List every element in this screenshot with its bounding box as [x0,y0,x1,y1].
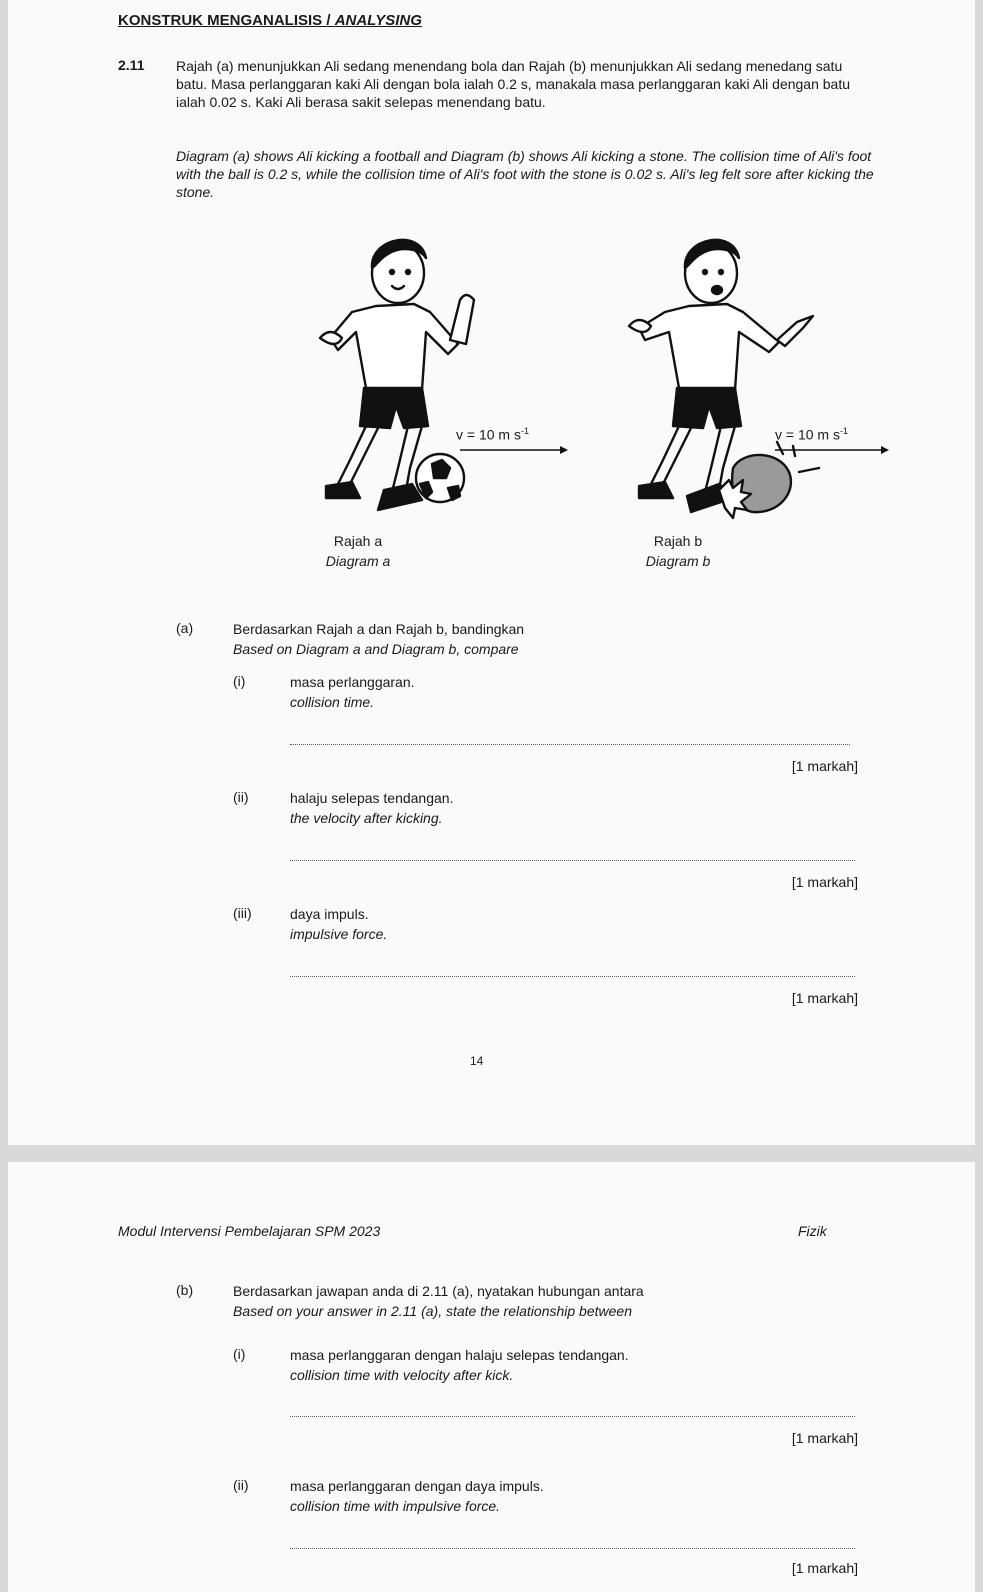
part-b-i-label: (i) [233,1346,246,1362]
velocity-label-b: v = 10 m $s^{-1}$ [775,426,848,443]
page-number: 14 [470,1054,484,1068]
question-stem-malay: Rajah (a) menunjukkan Ali sedang menendang bola dan Rajah (b) menunjukkan Ali sedang menedang satu batu. Masa perlanggaran kaki Ali dengan bola ialah 0.2 s, manakala masa perlanggaran kaki Ali dengan batu ialah 0.02 s. Kaki Ali berasa sakit selepas menendang batu. [176,58,851,110]
mark-a-ii: [1 markah] [791,874,858,890]
part-a-text-english: Based on Diagram a and Diagram b, compare [233,641,519,657]
heading-malay: KONSTRUK MENGANALISIS / [118,12,335,29]
mark-a-i: [1 markah] [791,758,858,774]
part-b-i-text-english: collision time with velocity after kick. [290,1367,514,1383]
section-heading [118,12,422,29]
answer-line-b-i[interactable] [290,1416,855,1417]
part-a-text-malay: Berdasarkan Rajah a dan Rajah b, bandingkan [233,621,525,637]
part-b-ii-text-malay: masa perlanggaran dengan daya impuls. [290,1478,544,1494]
part-b-ii-text-english: collision time with impulsive force. [290,1498,501,1514]
part-b-i-text-malay: masa perlanggaran dengan halaju selepas tendangan. [290,1347,629,1363]
part-a-i-text-malay: masa perlanggaran. [290,674,415,690]
mark-b-i: [1 markah] [791,1430,858,1446]
velocity-label-a: v = 10 m $s^{-1}$ [456,426,529,443]
part-b-text-english: Based on your answer in 2.11 (a), state the relationship between [233,1303,632,1319]
part-b-ii-label: (ii) [233,1477,249,1493]
worksheet-page-2 [8,1162,975,1592]
answer-line-a-iii[interactable] [290,976,855,977]
part-a-ii-text-malay: halaju selepas tendangan. [290,790,454,806]
caption-rajah-b: Rajah b [653,533,703,549]
part-a-iii-text-malay: daya impuls. [290,906,369,922]
part-a-i-label: (i) [233,673,246,689]
part-b-text-malay: Berdasarkan jawapan anda di 2.11 (a), nyatakan hubungan antara [233,1283,644,1299]
part-a-ii-text-english: the velocity after kicking. [290,810,443,826]
diagram-b [593,228,893,528]
part-a-ii-label: (ii) [233,789,249,805]
question-stem-english: Diagram (a) shows Ali kicking a football and Diagram (b) shows Ali kicking a stone. The collision time of Ali's foot with the ball is 0.2 s, while the collision time of Ali's foot with the stone is 0.02 s. Ali's leg felt sore after kicking the stone. [176,148,874,200]
module-header: Modul Intervensi Pembelajaran SPM 2023 [118,1223,381,1239]
part-a-iii-label: (iii) [233,905,252,921]
question-number: 2.11 [118,57,145,73]
worksheet-page-1 [8,0,975,1145]
mark-a-iii: [1 markah] [791,990,858,1006]
subject-header: Fizik [798,1223,827,1239]
caption-diagram-a: Diagram a [325,553,391,569]
part-a-label: (a) [176,620,194,636]
part-a-iii-text-english: impulsive force. [290,926,388,942]
caption-rajah-a: Rajah a [333,533,383,549]
answer-line-b-ii[interactable] [290,1548,855,1549]
diagram-a [280,228,570,528]
answer-line-a-ii[interactable] [290,860,855,861]
boy-kicking-stone-illustration [593,228,893,528]
caption-diagram-b: Diagram b [645,553,711,569]
heading-english: ANALYSING [334,12,422,29]
mark-b-ii: [1 markah] [791,1560,858,1576]
part-b-label: (b) [176,1282,194,1298]
boy-kicking-ball-illustration [280,228,570,528]
part-a-i-text-english: collision time. [290,694,375,710]
answer-line-a-i[interactable] [290,744,850,745]
